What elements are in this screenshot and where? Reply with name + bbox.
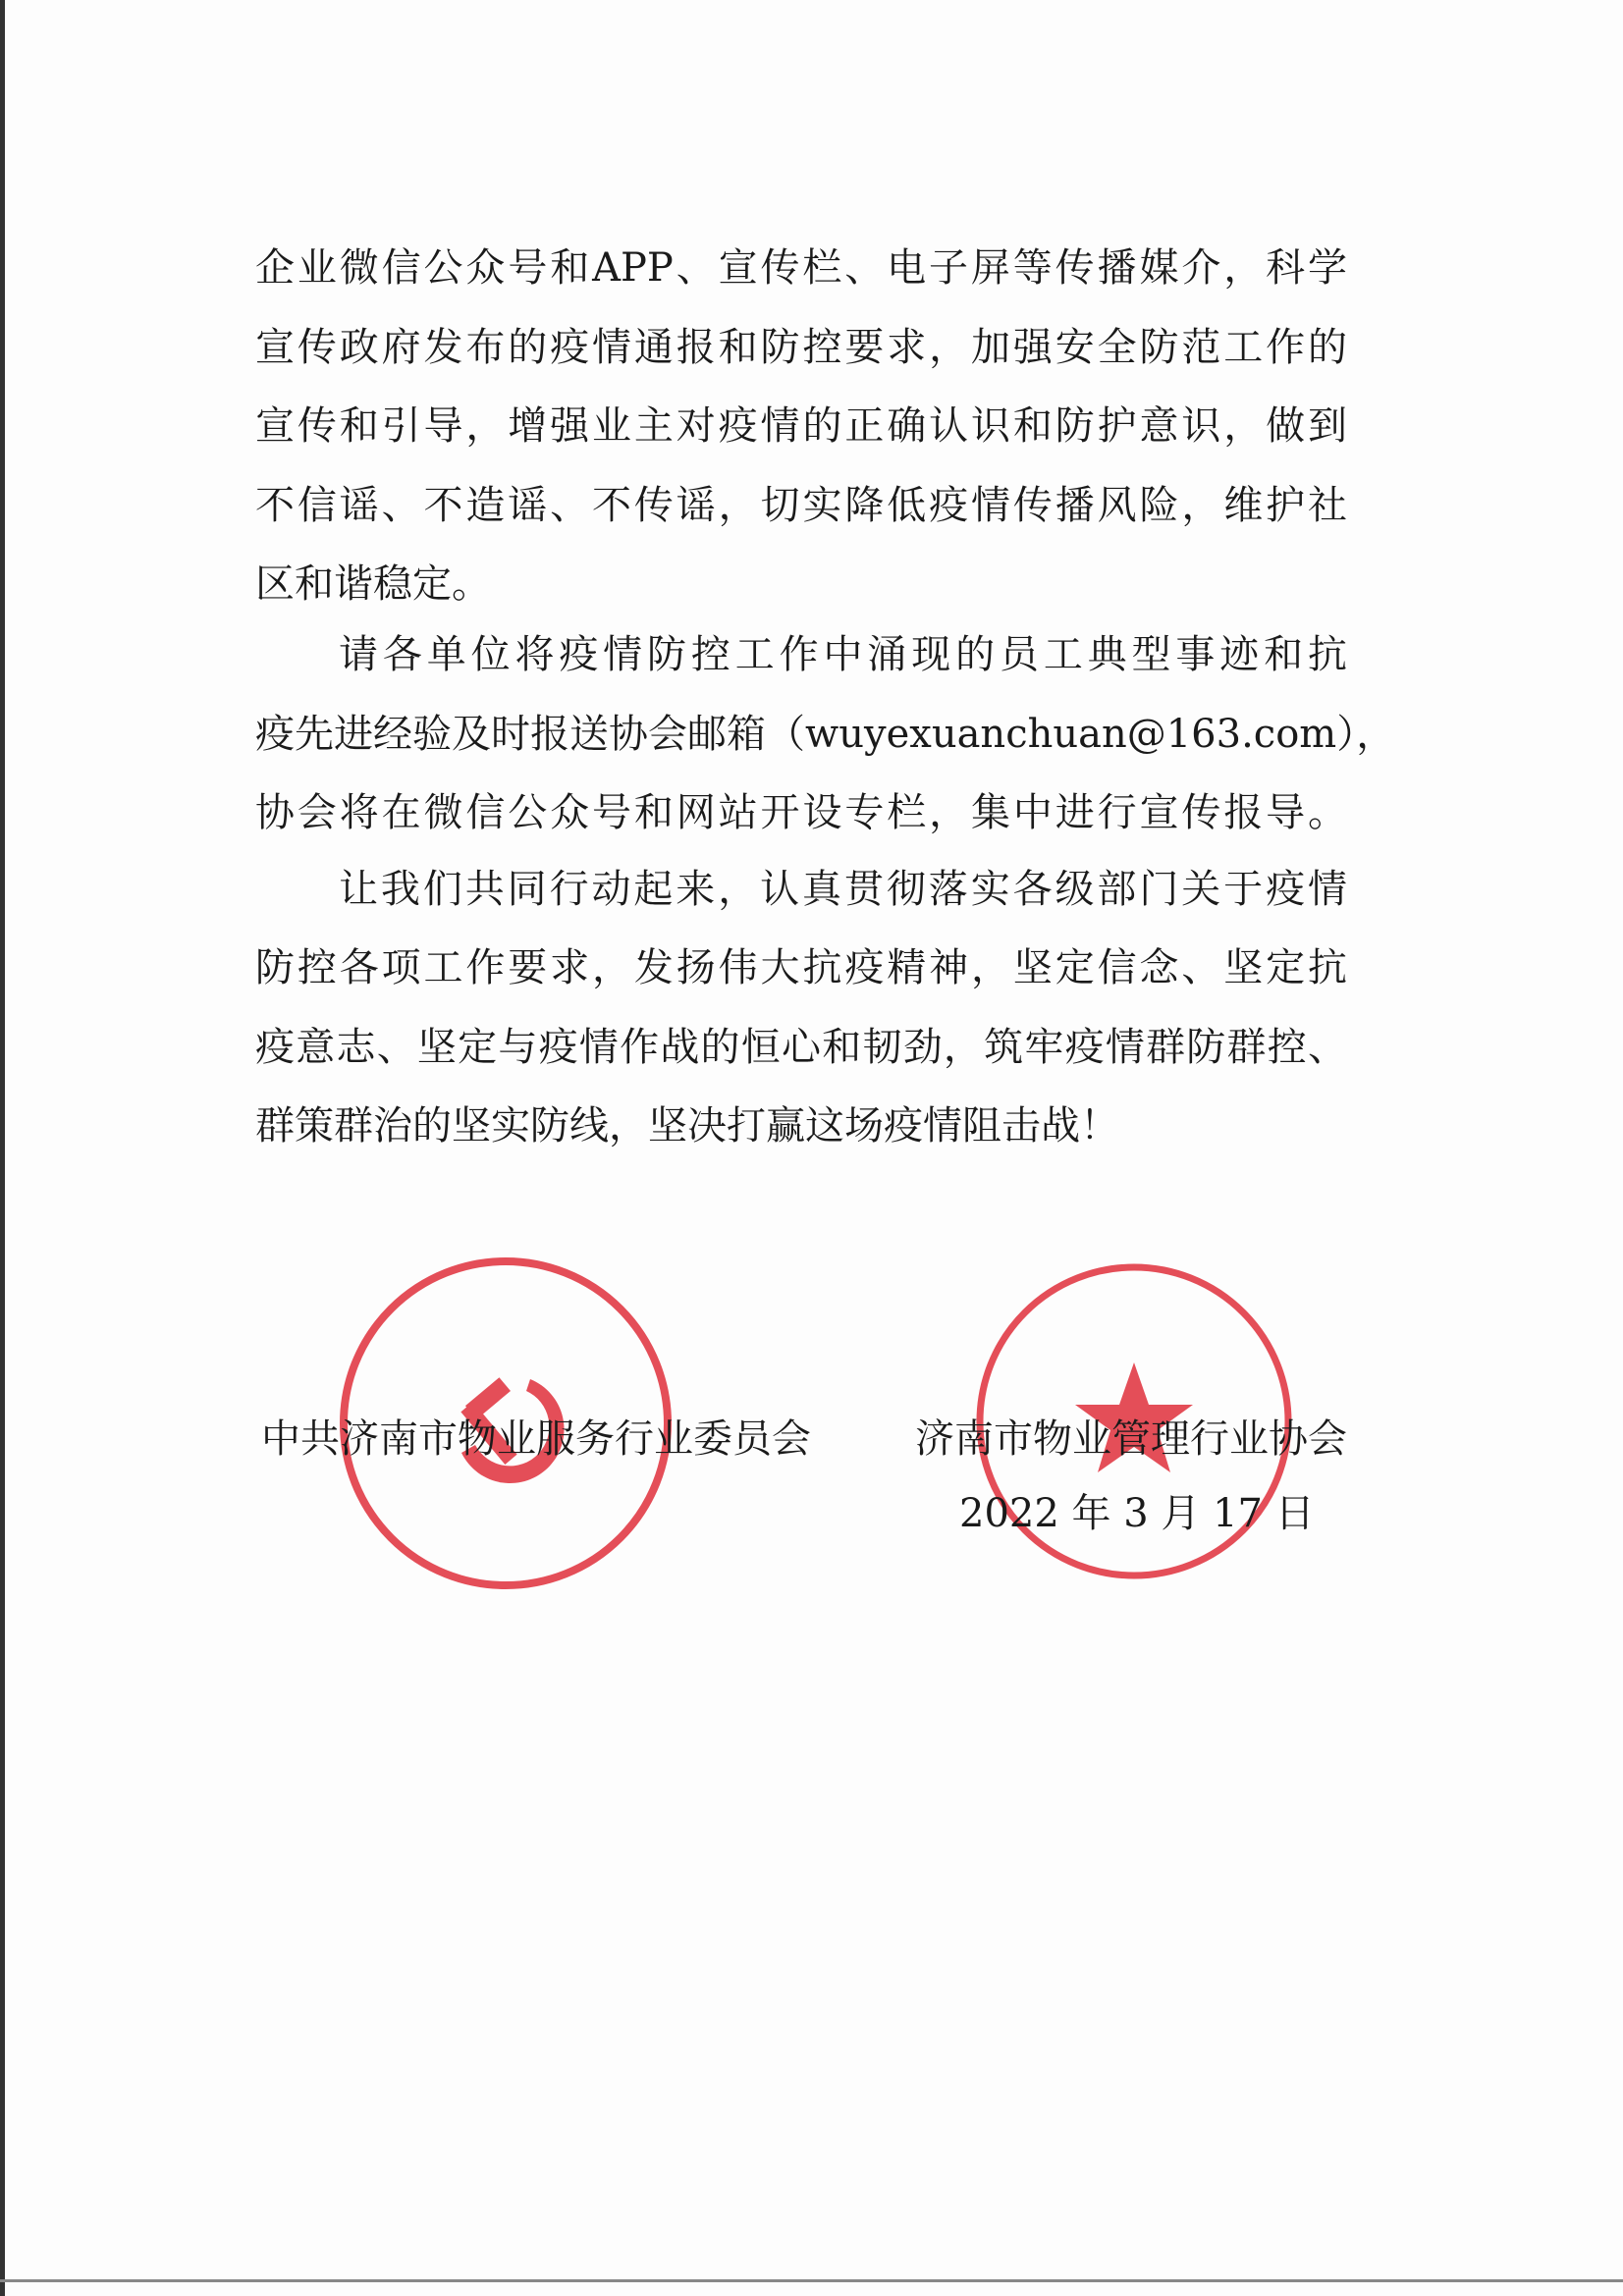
scan-edge — [0, 0, 5, 2296]
right-signature-org: 济南市物业管理行业协会 — [915, 1416, 1347, 1462]
text-line: 宣传和引导，增强业主对疫情的正确认识和防护意识，做到 — [255, 403, 1347, 449]
text-line: 宣传政府发布的疫情通报和防控要求，加强安全防范工作的 — [255, 325, 1347, 370]
text-line: 不信谣、不造谣、不传谣，切实降低疫情传播风险，维护社 — [255, 483, 1347, 528]
scan-bottom-line — [0, 2279, 1623, 2282]
text-line: 让我们共同行动起来，认真贯彻落实各级部门关于疫情 — [339, 867, 1347, 912]
text-line: 区和谐稳定。 — [255, 561, 491, 607]
text-line: 疫意志、坚定与疫情作战的恒心和韧劲，筑牢疫情群防群控、 — [255, 1025, 1347, 1070]
text-line: 企业微信公众号和APP、宣传栏、电子屏等传播媒介，科学 — [255, 245, 1347, 291]
signature-date: 2022 年 3 月 17 日 — [959, 1491, 1315, 1536]
text-line: 请各单位将疫情防控工作中涌现的员工典型事迹和抗 — [339, 632, 1347, 677]
text-line: 协会将在微信公众号和网站开设专栏，集中进行宣传报导。 — [255, 790, 1347, 835]
text-line: 防控各项工作要求，发扬伟大抗疫精神，坚定信念、坚定抗 — [255, 945, 1347, 990]
text-line: 疫先进经验及时报送协会邮箱（wuyexuanchuan@163.com）， — [255, 712, 1396, 757]
left-signature-org: 中共济南市物业服务行业委员会 — [261, 1416, 811, 1462]
text-line: 群策群治的坚实防线，坚决打赢这场疫情阻击战！ — [255, 1103, 1119, 1148]
